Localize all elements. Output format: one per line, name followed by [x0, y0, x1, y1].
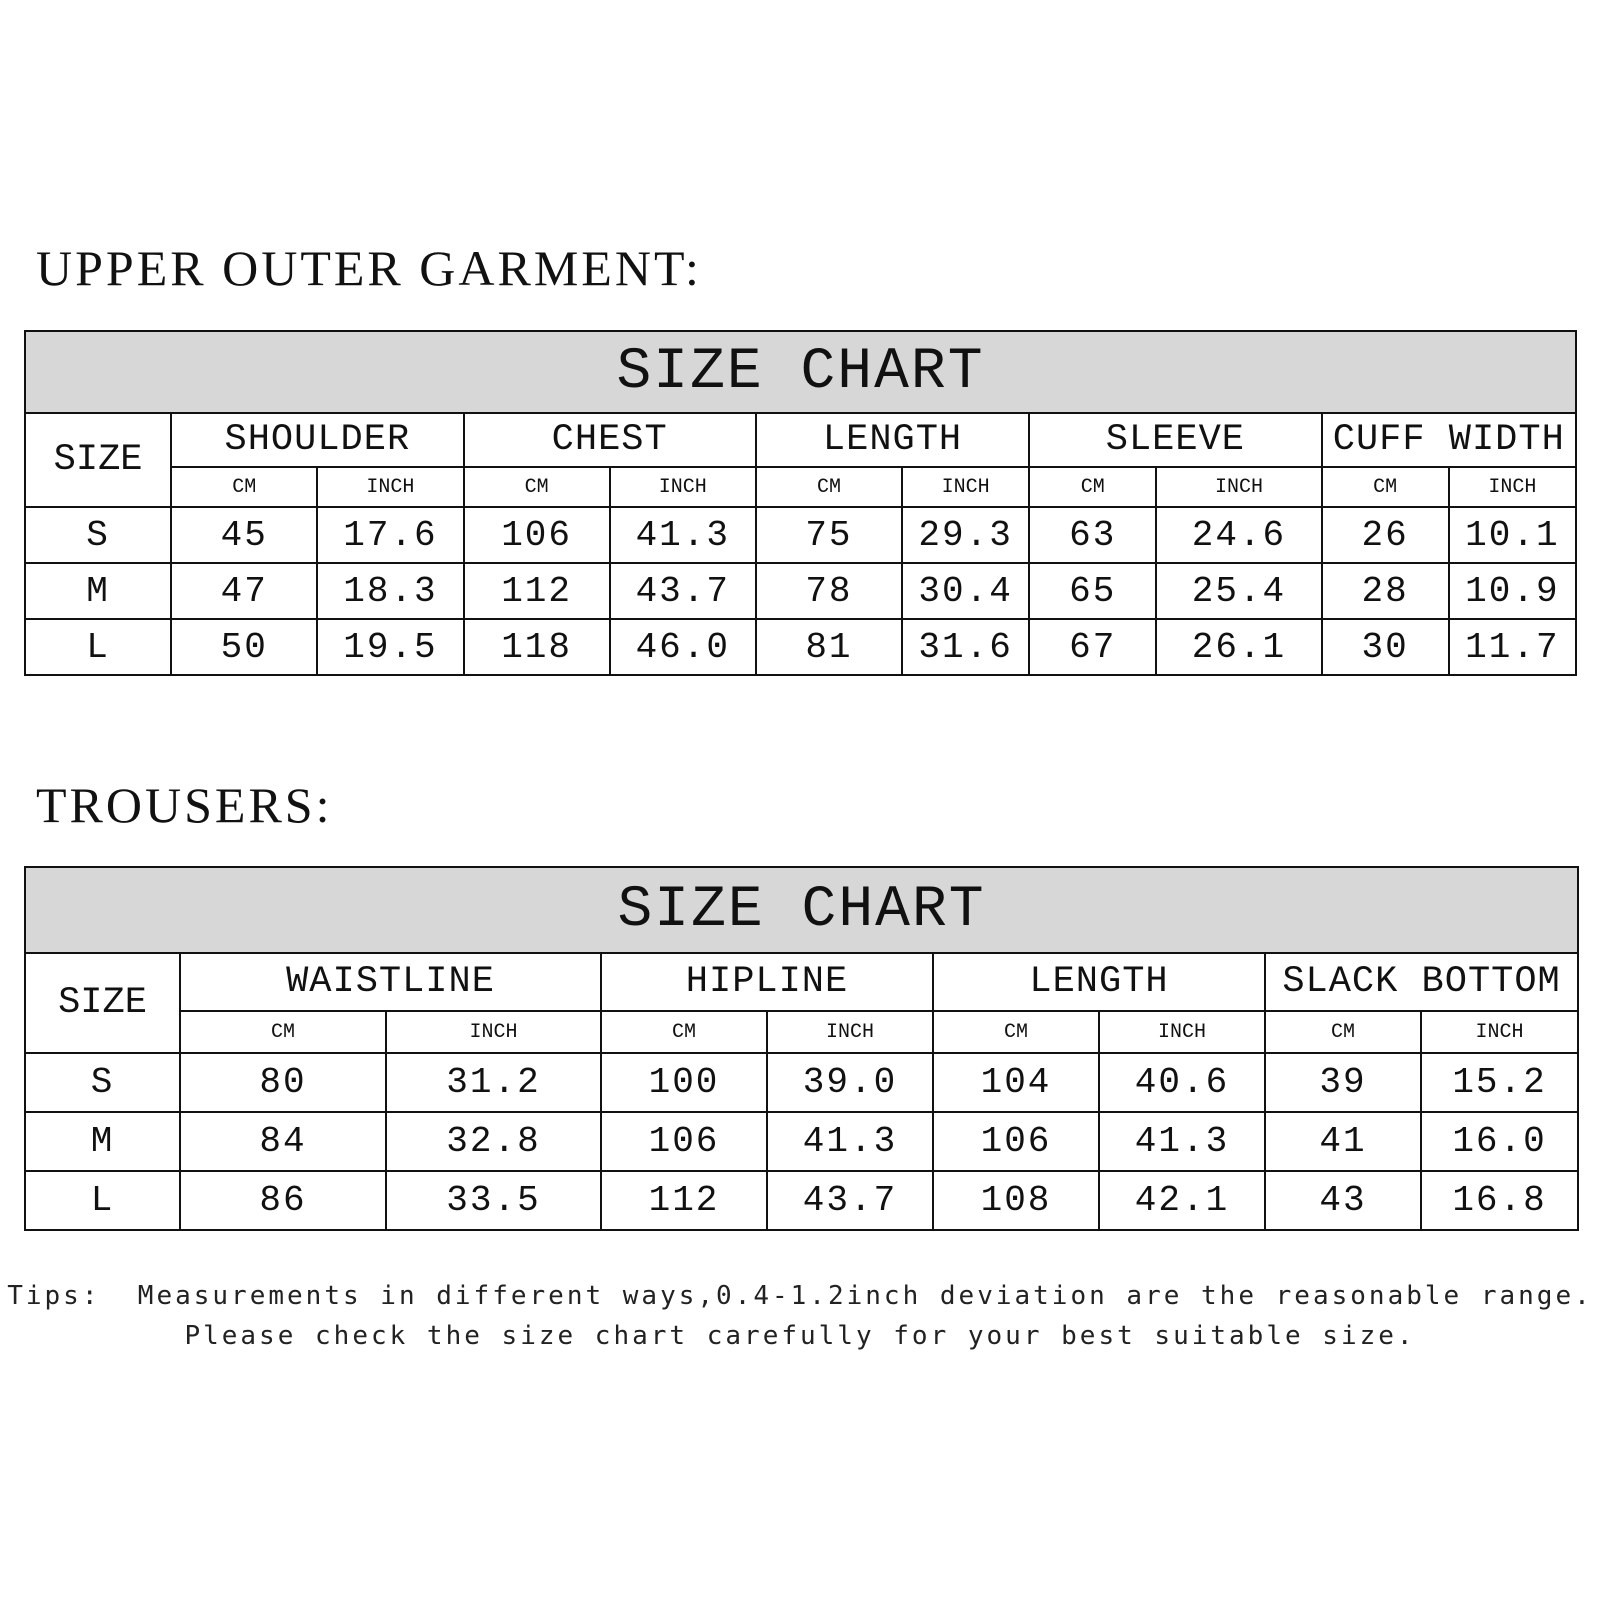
value-cell: 100 — [601, 1053, 767, 1112]
value-cell: 18.3 — [317, 563, 463, 619]
value-cell: 11.7 — [1449, 619, 1576, 675]
value-cell: 39 — [1265, 1053, 1421, 1112]
value-cell: 19.5 — [317, 619, 463, 675]
size-cell: L — [25, 619, 171, 675]
upper-size-chart-title: SIZE CHART — [25, 331, 1576, 413]
upper-shoulder-header: SHOULDER — [171, 413, 463, 467]
value-cell: 10.1 — [1449, 507, 1576, 563]
upper-shoulder-inch-header: INCH — [317, 467, 463, 507]
upper-length-cm-header: CM — [756, 467, 902, 507]
value-cell: 30 — [1322, 619, 1449, 675]
upper-chest-header: CHEST — [464, 413, 756, 467]
trousers-title-row — [25, 867, 1578, 953]
value-cell: 31.2 — [386, 1053, 601, 1112]
value-cell: 33.5 — [386, 1171, 601, 1230]
table-row — [25, 1112, 1578, 1171]
value-cell: 106 — [464, 507, 610, 563]
value-cell: 43.7 — [767, 1171, 933, 1230]
value-cell: 16.0 — [1421, 1112, 1578, 1171]
value-cell: 41.3 — [767, 1112, 933, 1171]
upper-sleeve-inch-header: INCH — [1156, 467, 1321, 507]
upper-cuff-width-header: CUFF WIDTH — [1322, 413, 1576, 467]
value-cell: 47 — [171, 563, 317, 619]
value-cell: 67 — [1029, 619, 1156, 675]
tips-note — [0, 1276, 1600, 1356]
value-cell: 17.6 — [317, 507, 463, 563]
value-cell: 81 — [756, 619, 902, 675]
size-cell: S — [25, 1053, 180, 1112]
value-cell: 43.7 — [610, 563, 756, 619]
value-cell: 26.1 — [1156, 619, 1321, 675]
upper-length-header: LENGTH — [756, 413, 1029, 467]
upper-length-inch-header: INCH — [902, 467, 1029, 507]
trousers-length-header: LENGTH — [933, 953, 1265, 1011]
size-cell: S — [25, 507, 171, 563]
upper-garment-size-table — [24, 330, 1577, 676]
trousers-slack-cm-header: CM — [1265, 1011, 1421, 1053]
trousers-waistline-cm-header: CM — [180, 1011, 386, 1053]
size-cell: L — [25, 1171, 180, 1230]
value-cell: 106 — [933, 1112, 1099, 1171]
value-cell: 118 — [464, 619, 610, 675]
value-cell: 31.6 — [902, 619, 1029, 675]
value-cell: 41.3 — [610, 507, 756, 563]
value-cell: 29.3 — [902, 507, 1029, 563]
table-row — [25, 619, 1576, 675]
value-cell: 112 — [464, 563, 610, 619]
value-cell: 104 — [933, 1053, 1099, 1112]
trousers-waistline-header: WAISTLINE — [180, 953, 601, 1011]
trousers-slack-bottom-header: SLACK BOTTOM — [1265, 953, 1578, 1011]
value-cell: 41.3 — [1099, 1112, 1265, 1171]
value-cell: 40.6 — [1099, 1053, 1265, 1112]
upper-sleeve-header: SLEEVE — [1029, 413, 1321, 467]
trousers-length-inch-header: INCH — [1099, 1011, 1265, 1053]
value-cell: 78 — [756, 563, 902, 619]
value-cell: 75 — [756, 507, 902, 563]
value-cell: 24.6 — [1156, 507, 1321, 563]
trousers-waistline-inch-header: INCH — [386, 1011, 601, 1053]
trousers-slack-inch-header: INCH — [1421, 1011, 1578, 1053]
value-cell: 84 — [180, 1112, 386, 1171]
upper-header-row — [25, 413, 1576, 467]
tips-line-check-size: Please check the size chart carefully for your best suitable size. — [184, 1321, 1416, 1351]
value-cell: 26 — [1322, 507, 1449, 563]
value-cell: 42.1 — [1099, 1171, 1265, 1230]
upper-sleeve-cm-header: CM — [1029, 467, 1156, 507]
upper-chest-inch-header: INCH — [610, 467, 756, 507]
value-cell: 41 — [1265, 1112, 1421, 1171]
size-cell: M — [25, 1112, 180, 1171]
upper-garment-heading: UPPER OUTER GARMENT: — [36, 240, 702, 296]
value-cell: 39.0 — [767, 1053, 933, 1112]
value-cell: 63 — [1029, 507, 1156, 563]
table-row — [25, 1053, 1578, 1112]
trousers-size-chart-title: SIZE CHART — [25, 867, 1578, 953]
upper-chest-cm-header: CM — [464, 467, 610, 507]
value-cell: 16.8 — [1421, 1171, 1578, 1230]
value-cell: 112 — [601, 1171, 767, 1230]
table-row — [25, 507, 1576, 563]
tips-line-deviation: Tips: Measurements in different ways,0.4-1.2inch deviation are the reasonable range. — [7, 1281, 1593, 1311]
upper-title-row — [25, 331, 1576, 413]
value-cell: 32.8 — [386, 1112, 601, 1171]
upper-size-column-header: SIZE — [25, 413, 171, 507]
value-cell: 45 — [171, 507, 317, 563]
size-cell: M — [25, 563, 171, 619]
trousers-size-table — [24, 866, 1579, 1231]
value-cell: 28 — [1322, 563, 1449, 619]
trousers-heading: TROUSERS: — [36, 777, 333, 833]
value-cell: 80 — [180, 1053, 386, 1112]
value-cell: 50 — [171, 619, 317, 675]
value-cell: 106 — [601, 1112, 767, 1171]
value-cell: 25.4 — [1156, 563, 1321, 619]
value-cell: 65 — [1029, 563, 1156, 619]
trousers-hipline-header: HIPLINE — [601, 953, 933, 1011]
trousers-hipline-inch-header: INCH — [767, 1011, 933, 1053]
value-cell: 43 — [1265, 1171, 1421, 1230]
upper-shoulder-cm-header: CM — [171, 467, 317, 507]
value-cell: 10.9 — [1449, 563, 1576, 619]
trousers-length-cm-header: CM — [933, 1011, 1099, 1053]
upper-cuff-inch-header: INCH — [1449, 467, 1576, 507]
value-cell: 15.2 — [1421, 1053, 1578, 1112]
trousers-unit-row — [25, 1011, 1578, 1053]
value-cell: 86 — [180, 1171, 386, 1230]
upper-cuff-cm-header: CM — [1322, 467, 1449, 507]
trousers-header-row — [25, 953, 1578, 1011]
table-row — [25, 1171, 1578, 1230]
value-cell: 108 — [933, 1171, 1099, 1230]
table-row — [25, 563, 1576, 619]
upper-unit-row — [25, 467, 1576, 507]
value-cell: 30.4 — [902, 563, 1029, 619]
trousers-hipline-cm-header: CM — [601, 1011, 767, 1053]
value-cell: 46.0 — [610, 619, 756, 675]
trousers-size-column-header: SIZE — [25, 953, 180, 1053]
